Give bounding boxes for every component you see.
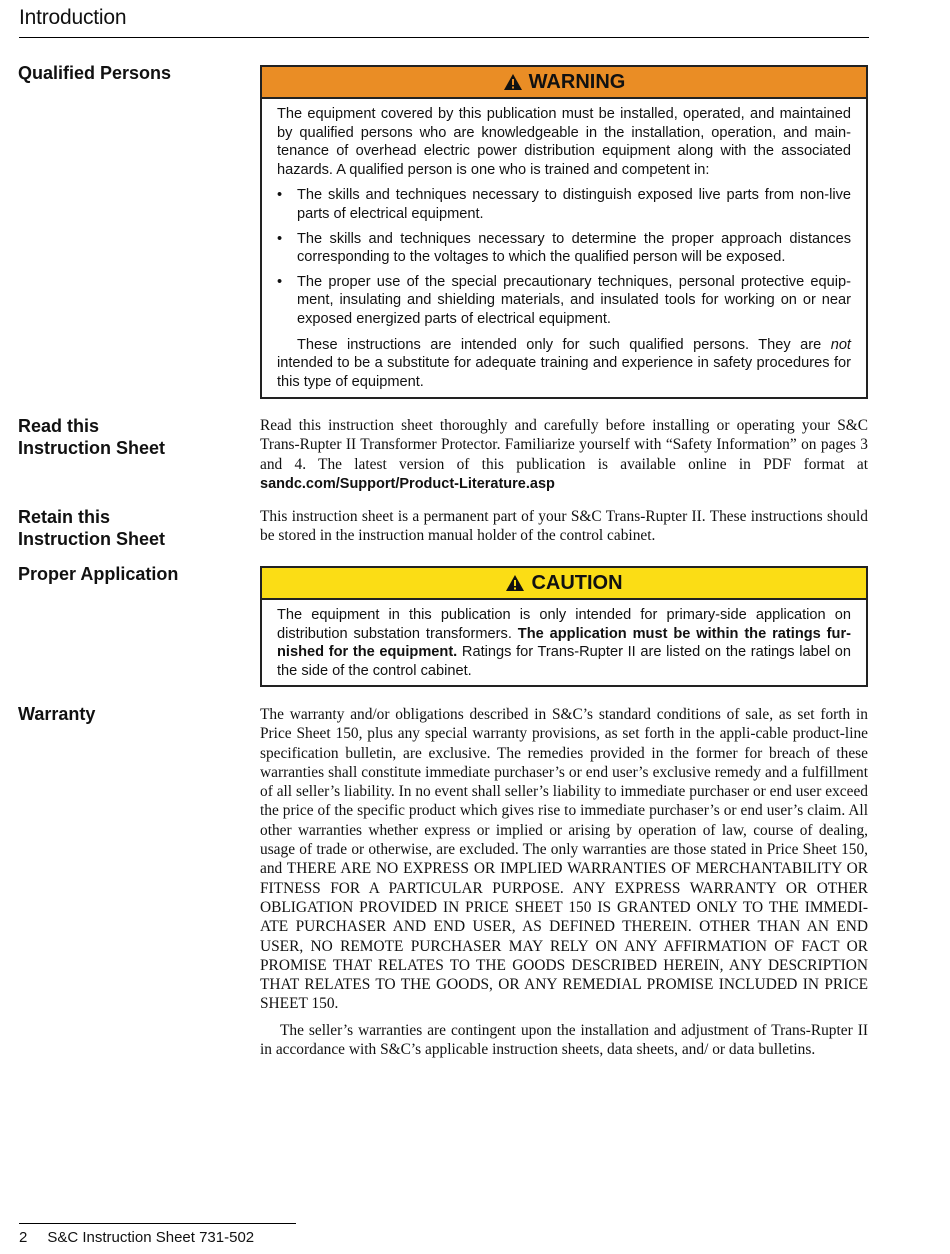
read-sheet-text [260, 416, 868, 494]
bullet-text: The proper use of the special precautionary techniques, personal protective equip-ment, insulating and shielding materials, and insulated tools for working on or near exposed energized parts of electrical equipment. [297, 273, 851, 327]
page-number: 2 [19, 1229, 28, 1246]
warning-closing [277, 336, 851, 392]
page-title: Introduction [19, 6, 127, 29]
qualified-persons-heading: Qualified Persons [18, 63, 172, 83]
warranty-paragraph: The warranty and/or obligations described in S&C’s standard conditions of sale, as set forth in Price Sheet 150, plus any special warranty provisions, as set forth in the appli-cable product-line specification bulletin, are exclusive. The remedies provided in the former for breach of these warranties shall constitute immediate purchaser’s or end user’s exclusive remedy and a fulfillment of all seller’s liability. In no event shall seller’s liability to immediate purchaser or end user exceed the price of the specific product which gives rise to immediate purchaser’s or end user’s claim. All other warranties whether express or implied or arising by operation of law, course of dealing, usage of trade or otherwise, are excluded. The only warranties are those stated in Price Sheet 150, and THERE ARE NO EXPRESS OR IMPLIED WARRANTIES OF MERCHANTABILITY OR FITNESS FOR A PARTICULAR PURPOSE. ANY EXPRESS WARRANTY OR OTHER OBLIGATION PROVIDED IN PRICE SHEET 150 IS GRANTED ONLY TO THE IMMEDI-ATE PURCHASER AND END USER, AS DEFINED THEREIN. OTHER THAN AN END USER, NO REMOTE PURCHASER MAY RELY ON ANY AFFIRMATION OF FACT OR PROMISE THAT RELATES TO THE GOODS DESCRIBED HEREIN, ANY DESCRIPTION THAT RELATES TO THE GOODS, OR ANY REMEDIAL PROMISE INCLUDED IN PRICE SHEET 150. [260, 706, 868, 1013]
document-reference: S&C Instruction Sheet 731-502 [47, 1229, 255, 1246]
footer-rule [19, 1223, 296, 1224]
warning-intro: The equipment covered by this publication must be installed, operated, and maintained by qualified persons who are knowledgeable in the installation, operation, and main-tenance of overhead electric power distribution equipment along with the associated hazards. A qualified person is one who is trained and competent in: [277, 106, 851, 178]
read-sheet-paragraph: Read this instruction sheet thoroughly and carefully before installing or operating your S&C Trans-Rupter II Transformer Protector. Familiarize yourself with “Safety Information” on pages 3 and 4. The latest version of this publication is available online in PDF format at [260, 417, 868, 473]
closing-emphasis: not [830, 336, 851, 353]
caution-body [262, 600, 866, 688]
warning-title: WARNING [528, 70, 626, 93]
caution-box-header [262, 568, 866, 600]
retain-sheet-text [260, 507, 868, 546]
product-literature-link[interactable]: sandc.com/Support/Product-Literature.asp [260, 475, 555, 492]
list-item: • The skills and techniques necessary to determine the proper approach distances corresponding to the voltages to which the qualified person will be exposed. [277, 230, 851, 266]
list-item: • The proper use of the special precautionary techniques, personal protective equip-ment, insulating and shielding materials, and insulated tools for working on or near exposed energized parts of electrical equipment. [277, 273, 851, 327]
caution-triangle-icon [505, 574, 525, 592]
list-item: • The skills and techniques necessary to distinguish exposed live parts from non-live parts of electrical equipment. [277, 187, 851, 222]
warranty-text [260, 705, 868, 1059]
retain-sheet-heading [18, 506, 165, 550]
caution-text: Ratings for Trans-Rupter II are listed on the ratings label on the side of the control cabinet. [277, 644, 852, 679]
bullet-text: The skills and techniques necessary to determine the proper approach distances corresponding to the voltages to which the qualified person will be exposed. [297, 230, 851, 266]
heading-line: Instruction Sheet [18, 529, 166, 549]
warning-body [262, 99, 866, 399]
warning-triangle-icon [503, 73, 523, 91]
proper-application-heading: Proper Application [18, 564, 179, 584]
heading-line: Read this [18, 416, 100, 436]
bullet-text: The skills and techniques necessary to distinguish exposed live parts from non-live parts of electrical equipment. [297, 187, 851, 222]
footer [19, 1229, 254, 1246]
closing-text: intended to be a substitute for adequate training and experience in safety procedures for this type of equipment. [277, 355, 851, 390]
caution-bold-text: The application must be within the ratings fur-nished for the equipment. [277, 625, 851, 661]
warning-bullet-list [277, 186, 851, 328]
warning-box-header [262, 67, 866, 99]
warranty-paragraph: The seller’s warranties are contingent upon the installation and adjustment of Trans-Rupter II in accordance with S&C’s applicable instruction sheets, data sheets, and/ or data bulletins. [260, 1021, 868, 1059]
warranty-heading: Warranty [18, 704, 96, 724]
caution-box [260, 566, 868, 687]
heading-line: Instruction Sheet [18, 438, 166, 458]
retain-sheet-paragraph: This instruction sheet is a permanent part of your S&C Trans-Rupter II. These instructions should be stored in the instruction manual holder of the control cabinet. [260, 508, 868, 545]
header-rule [19, 37, 869, 38]
read-sheet-heading [18, 415, 165, 459]
heading-line: Retain this [18, 507, 111, 527]
warning-box [260, 65, 868, 399]
caution-title: CAUTION [531, 571, 623, 594]
closing-text: These instructions are intended only for such qualified persons. They are [297, 336, 831, 353]
caution-text: The equipment in this publication is only intended for primary-side application on distribution substation transformers. [277, 607, 851, 642]
